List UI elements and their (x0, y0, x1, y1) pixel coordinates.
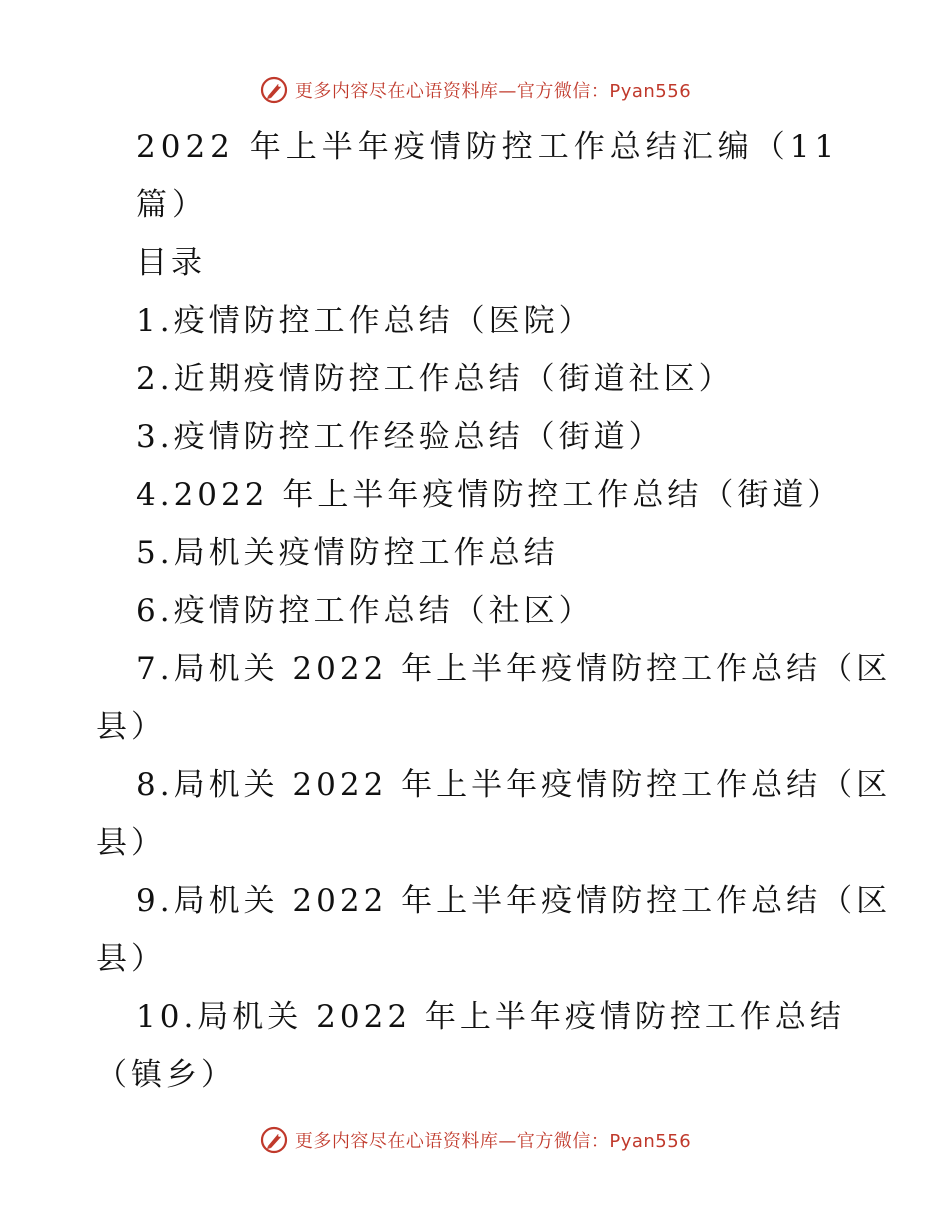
toc-item-3: 3.疫情防控工作经验总结（街道） (136, 419, 664, 455)
header-banner (0, 70, 950, 110)
toc-item-6: 6.疫情防控工作总结（社区） (136, 593, 594, 629)
toc-item-1: 1.疫情防控工作总结（医院） (136, 303, 594, 339)
toc-item-8: 8.局机关 2022 年上半年疫情防控工作总结（区 (136, 767, 892, 803)
toc-item-7: 7.局机关 2022 年上半年疫情防控工作总结（区 (136, 651, 892, 687)
banner-site-text: 更多内容尽在心语资料库 (294, 1131, 499, 1152)
banner-site-text: 更多内容尽在心语资料库 (294, 81, 499, 102)
toc-item-10: 10.局机关 2022 年上半年疫情防控工作总结 (136, 999, 845, 1035)
toc-item-8-continued: 县） (96, 825, 166, 861)
document-body (96, 118, 892, 1104)
toc-item-9: 9.局机关 2022 年上半年疫情防控工作总结（区 (136, 883, 892, 919)
toc-item-10-continued: （镇乡） (96, 1057, 236, 1093)
document-title-line-2: 篇） (136, 187, 208, 223)
toc-item-7-continued: 县） (96, 709, 166, 745)
banner-text (295, 77, 691, 103)
banner-contact-id: Pyan556 (609, 81, 692, 102)
toc-item-5: 5.局机关疫情防控工作总结 (136, 535, 559, 571)
footer-banner (0, 1120, 950, 1160)
toc-heading: 目录 (136, 245, 206, 281)
document-title-line-1: 2022 年上半年疫情防控工作总结汇编（11 (136, 129, 840, 165)
pen-nib-logo-icon (259, 1125, 289, 1155)
banner-contact-label: 官方微信： (516, 1131, 610, 1152)
toc-item-4: 4.2022 年上半年疫情防控工作总结（街道） (136, 477, 843, 513)
toc-item-2: 2.近期疫情防控工作总结（街道社区） (136, 361, 734, 397)
banner-contact-label: 官方微信： (516, 81, 610, 102)
pen-nib-logo-icon (259, 75, 289, 105)
banner-separator: — (498, 81, 517, 102)
toc-item-9-continued: 县） (96, 941, 166, 977)
banner-separator: — (498, 1131, 517, 1152)
banner-contact-id: Pyan556 (609, 1131, 692, 1152)
banner-text (295, 1127, 691, 1153)
